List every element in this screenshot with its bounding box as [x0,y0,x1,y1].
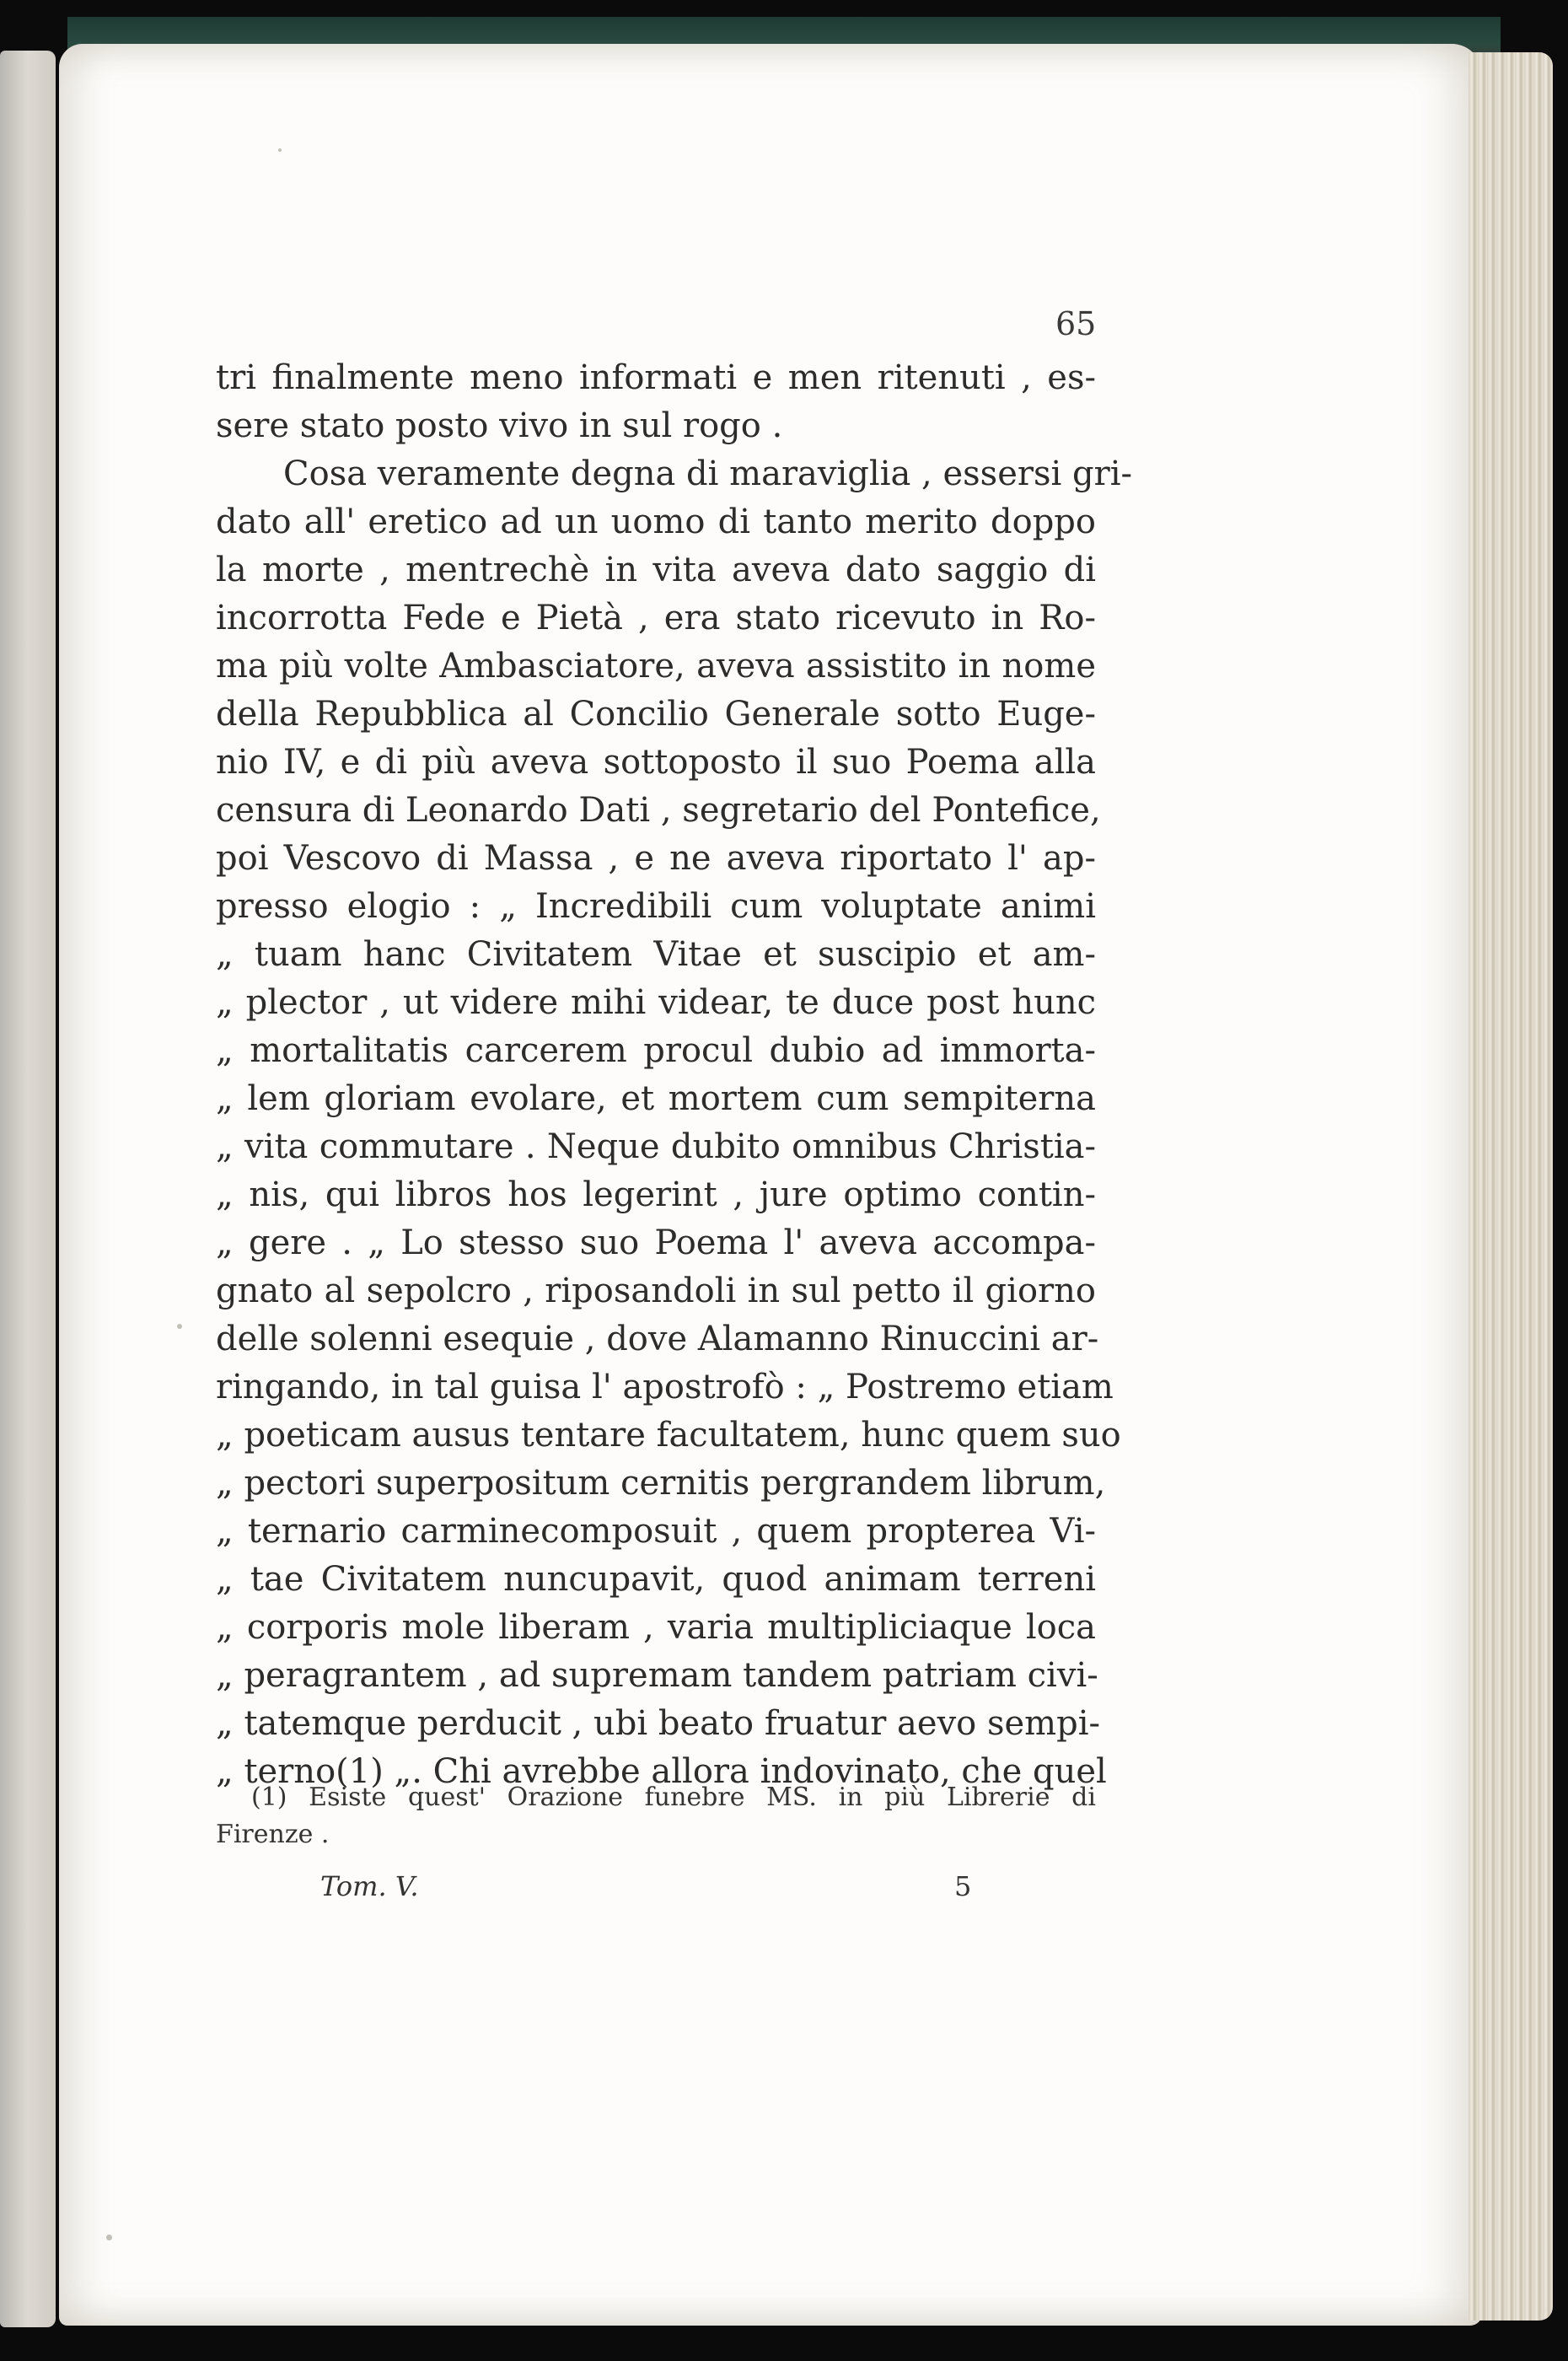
text-line: dato all' eretico ad un uomo di tanto merito doppo [216,503,1096,541]
text-line: „ peragrantem , ad supremam tandem patriam civi- [216,1656,1098,1695]
text-line: „ mortalitatis carcerem procul dubio ad immorta- [216,1031,1096,1070]
paper-speck [106,2235,112,2240]
text-line: presso elogio : „ Incredibili cum voluptate animi [216,887,1096,926]
text-line: „ nis, qui libros hos legerint , jure optimo contin- [216,1175,1096,1214]
text-line: „ corporis mole liberam , varia multipliciaque loca [216,1608,1096,1647]
text-line: gnato al sepolcro , riposandoli in sul petto il giorno [216,1272,1096,1310]
body-text [216,354,1133,1796]
text-line: ma più volte Ambasciatore, aveva assistito in nome [216,647,1096,686]
text-line: la morte , mentrechè in vita aveva dato saggio di [216,551,1096,589]
text-line: „ poeticam ausus tentare facultatem, hunc quem suo [216,1416,1121,1455]
text-line: „ plector , ut videre mihi videar, te duce post hunc [216,983,1096,1022]
paper-speck [177,1324,182,1329]
text-line: censura di Leonardo Dati , segretario del Pontefice, [216,791,1101,830]
text-line: „ tuam hanc Civitatem Vitae et suscipio et am- [216,935,1096,974]
signature-mark: 5 [954,1870,972,1902]
page-number: 65 [1055,305,1097,342]
footnote-line: (1) Esiste quest' Orazione funebre MS. in più Librerie di [251,1783,1096,1812]
text-line: ringando, in tal guisa l' apostrofò : „ Postremo etiam [216,1368,1114,1406]
text-line: Cosa veramente degna di maraviglia , essersi gri- [283,454,1133,493]
text-line: sere stato posto vivo in sul rogo . [216,406,783,445]
text-line: nio IV, e di più aveva sottoposto il suo Poema alla [216,743,1096,782]
text-line: delle solenni esequie , dove Alamanno Rinuccini ar- [216,1320,1099,1358]
facing-page-edge [0,51,56,2327]
footnote-line: Firenze . [216,1820,330,1849]
paper-speck [278,148,282,152]
text-line: tri finalmente meno informati e men ritenuti , es- [216,358,1096,397]
text-line: „ pectori superpositum cernitis pergrandem librum, [216,1464,1106,1503]
text-line: „ ternario carminecomposuit , quem propterea Vi- [216,1512,1096,1551]
text-line: poi Vescovo di Massa , e ne aveva riportato l' ap- [216,839,1096,878]
page-block-edges [1469,52,1553,2321]
text-line: „ tae Civitatem nuncupavit, quod animam terreni [216,1560,1096,1599]
signature-line [320,1870,1079,1912]
footnote [216,1779,1096,1853]
text-line: „ terno(1) „. Chi avrebbe allora indovinato, che quel [216,1752,1107,1791]
text-line: incorrotta Fede e Pietà , era stato ricevuto in Ro- [216,599,1096,637]
text-line: „ lem gloriam evolare, et mortem cum sempiterna [216,1079,1096,1118]
volume-signature: Tom. V. [320,1870,419,1902]
text-line: „ gere . „ Lo stesso suo Poema l' aveva accompa- [216,1224,1096,1262]
text-line: „ tatemque perducit , ubi beato fruatur aevo sempi- [216,1704,1101,1743]
text-line: della Repubblica al Concilio Generale sotto Euge- [216,695,1096,734]
text-line: „ vita commutare . Neque dubito omnibus Christia- [216,1127,1096,1166]
